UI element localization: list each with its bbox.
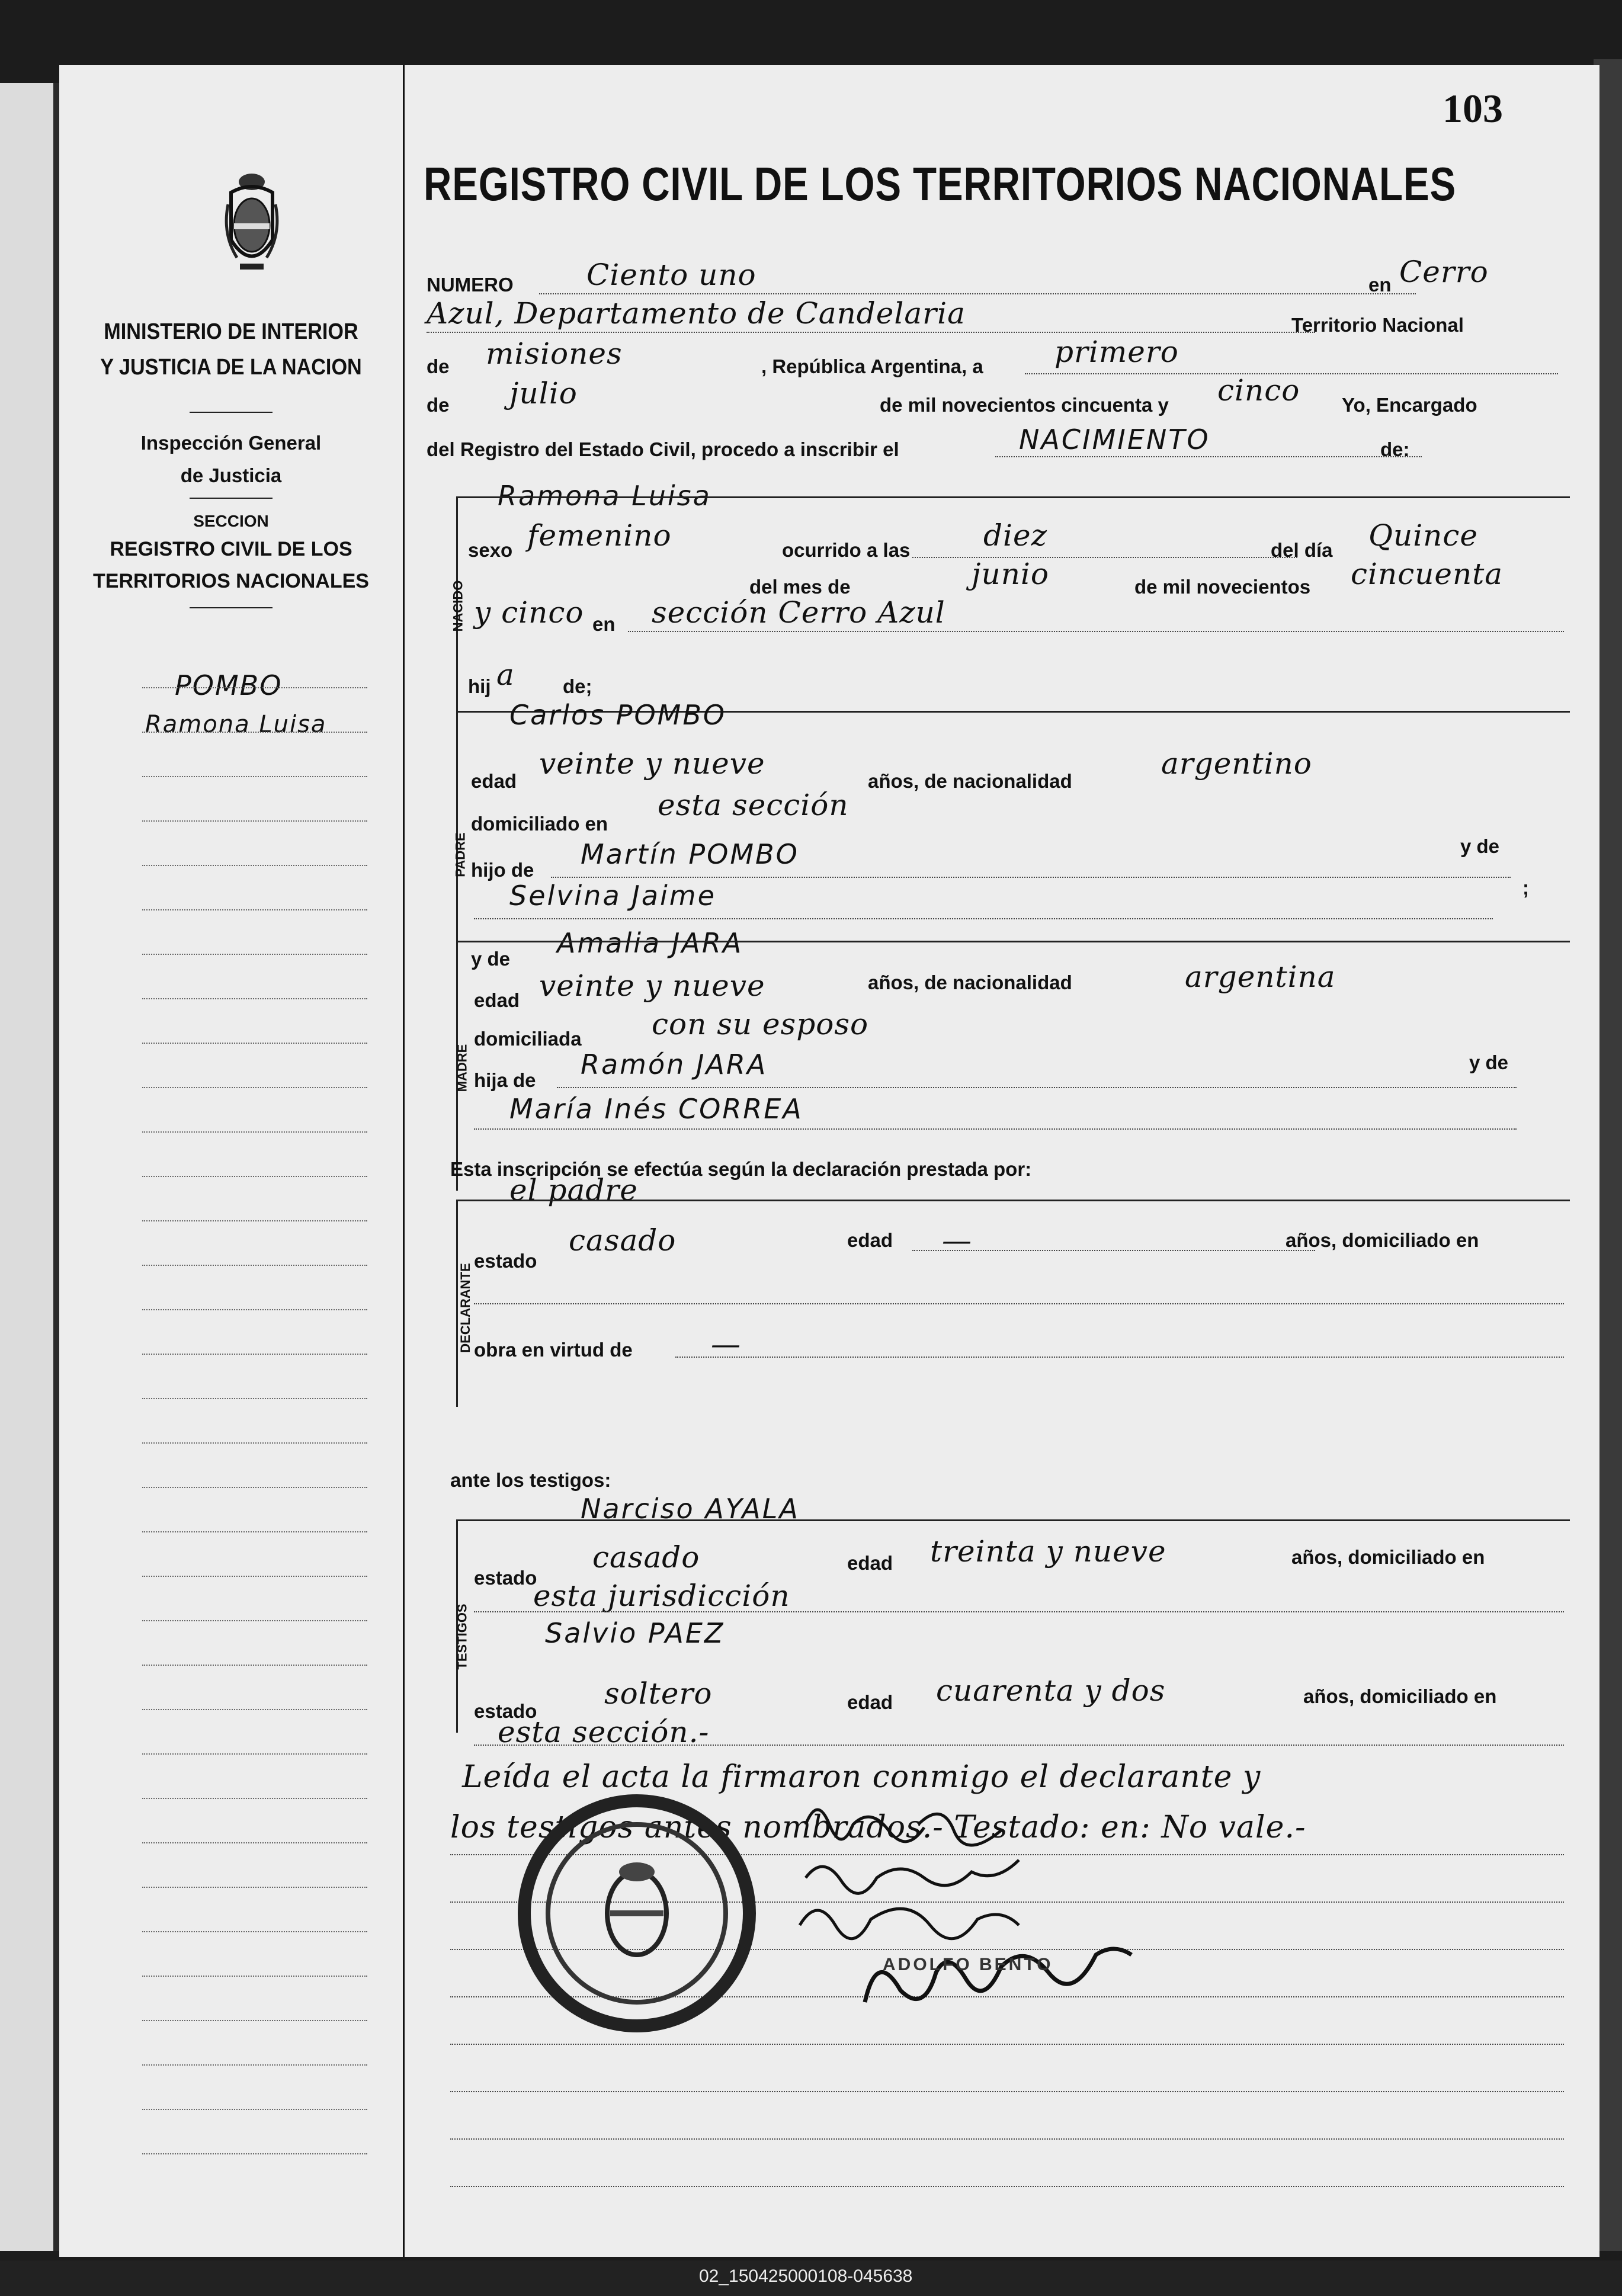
hijo-de-label: hijo de	[471, 859, 534, 881]
margin-ruled-line	[142, 1709, 367, 1710]
side-label-padre: PADRE	[453, 832, 468, 877]
inspection-line-2: de Justicia	[180, 464, 282, 486]
official-seal-icon	[512, 1789, 761, 2038]
testigo1-domicilio: esta jurisdicción	[533, 1579, 790, 1613]
anos-dom-label: años, domiciliado en	[1291, 1546, 1485, 1568]
en-label: en	[592, 613, 616, 635]
estado-label: estado	[474, 1250, 537, 1272]
de-mil-label: de mil novecientos	[1134, 576, 1311, 598]
anos-dom-label: años, domiciliado en	[1286, 1229, 1479, 1251]
margin-ruled-line	[142, 865, 367, 866]
mes-value: junio	[972, 557, 1050, 591]
margin-ruled-line	[142, 1398, 367, 1399]
ministry-line-1: MINISTERIO DE INTERIOR	[104, 319, 358, 344]
fill-line	[474, 1128, 1517, 1130]
edad-label: edad	[847, 1691, 893, 1713]
margin-ruled-line	[142, 954, 367, 955]
anio-value: cincuenta	[1351, 557, 1504, 591]
fill-line	[450, 2138, 1564, 2140]
declarante-edad: —	[942, 1223, 972, 1258]
domiciliada-label: domiciliada	[474, 1028, 582, 1050]
fill-line	[450, 2091, 1564, 2092]
hora-value: diez	[983, 518, 1047, 553]
obra-label: obra en virtud de	[474, 1339, 633, 1361]
fill-line	[551, 877, 1511, 878]
margin-ruled-line	[142, 1576, 367, 1577]
margin-ruled-line	[142, 1620, 367, 1621]
numero-value: Ciento uno	[586, 258, 756, 292]
dia-acta-value: primero	[1054, 335, 1179, 369]
republica-label: , República Argentina, a	[761, 355, 983, 377]
testigo1-nombre: Narciso AYALA	[581, 1493, 800, 1525]
margin-rule	[190, 498, 273, 499]
fill-line	[474, 918, 1493, 919]
hij-label: hij	[468, 675, 491, 697]
del-registro-label: del Registro del Estado Civil, procedo a inscribir el	[427, 438, 899, 460]
margin-ruled-line	[142, 1931, 367, 1932]
form-title: REGISTRO CIVIL DE LOS TERRITORIOS NACIONALES	[424, 158, 1457, 210]
edad-label: edad	[474, 989, 520, 1011]
acto-value: NACIMIENTO	[1019, 424, 1210, 456]
ante-testigos-label: ante los testigos:	[450, 1469, 611, 1491]
margin-ruled-line	[142, 820, 367, 822]
padre-nombre: Carlos POMBO	[509, 699, 727, 731]
margin-ruled-line	[142, 2109, 367, 2110]
ocurrido-label: ocurrido a las	[782, 539, 911, 561]
adjacent-page-edge	[0, 83, 53, 2251]
margin-ruled-line	[142, 1176, 367, 1177]
margin-surname: POMBO	[175, 669, 283, 701]
page-number: 103	[1443, 86, 1503, 131]
padre-edad: veinte y nueve	[539, 746, 765, 781]
margin-ruled-lines	[142, 687, 367, 2204]
domiciliado-label: domiciliado en	[471, 813, 608, 835]
margin-ruled-line	[142, 1442, 367, 1444]
declarante-value: el padre	[509, 1173, 638, 1207]
section-label: SECCION	[193, 512, 269, 530]
semicolon: ;	[1522, 877, 1529, 899]
territorio-label: Territorio Nacional	[1291, 314, 1464, 336]
fill-line	[628, 631, 1564, 632]
margin-ruled-line	[142, 1487, 367, 1488]
testigo2-domicilio: esta sección.-	[498, 1715, 710, 1749]
de-label: de	[427, 394, 450, 416]
fill-line	[675, 1357, 1564, 1358]
margin-ruled-line	[142, 1131, 367, 1133]
madre-hija-de: Ramón JARA	[581, 1048, 768, 1080]
edad-label: edad	[471, 770, 517, 792]
margin-ruled-line	[142, 998, 367, 999]
margin-ruled-line	[142, 1265, 367, 1266]
margin-ruled-line	[142, 1087, 367, 1088]
inscripcion-label: Esta inscripción se efectúa según la declaración prestada por:	[450, 1158, 1032, 1180]
obra-value: —	[711, 1327, 741, 1361]
side-label-declarante: DECLARANTE	[457, 1263, 473, 1353]
y-de-label: y de	[1469, 1051, 1509, 1073]
de-label: de	[427, 355, 450, 377]
section-name	[59, 533, 403, 597]
margin-ruled-line	[142, 1665, 367, 1666]
fill-line	[474, 1745, 1564, 1746]
margin-ruled-line	[142, 1753, 367, 1755]
margin-ruled-line	[142, 2020, 367, 2021]
fill-line	[912, 1250, 1315, 1251]
ministry-line-2: Y JUSTICIA DE LA NACION	[100, 355, 362, 380]
signatures-drawing	[741, 1789, 1333, 2050]
fill-line	[912, 557, 1297, 558]
testigo1-edad: treinta y nueve	[930, 1534, 1166, 1569]
de-colon-label: de:	[1380, 438, 1410, 460]
margin-ruled-line	[142, 1887, 367, 1888]
de-mil-label: de mil novecientos cincuenta y	[880, 394, 1169, 416]
name-rule	[456, 496, 1570, 498]
y-de-madre-label: y de	[471, 948, 511, 970]
margin-ruled-line	[142, 1531, 367, 1532]
testigo1-estado: casado	[592, 1540, 700, 1575]
anio-acta-value: cinco	[1217, 373, 1300, 408]
margin-ruled-line	[142, 1043, 367, 1044]
fill-line	[427, 332, 1315, 333]
madre-nombre: Amalia JARA	[557, 927, 743, 959]
y-de-label: y de	[1460, 835, 1500, 857]
margin-ruled-line	[142, 1309, 367, 1310]
estado-label: estado	[474, 1700, 537, 1722]
fill-line	[450, 2186, 1564, 2187]
estado-label: estado	[474, 1567, 537, 1589]
fill-line	[474, 1303, 1564, 1304]
closing-line-2: los testigos antes nombrados.- Testado: en: No vale.-	[450, 1810, 1306, 1845]
margin-column	[59, 65, 405, 2257]
margin-ruled-line	[142, 1842, 367, 1843]
de-semicolon-label: de;	[563, 675, 592, 697]
margin-given-name: Ramona Luisa	[145, 711, 327, 738]
fill-line	[557, 1087, 1517, 1088]
fill-line	[539, 293, 1416, 294]
testigo2-estado: soltero	[604, 1676, 713, 1711]
territorio-value: misiones	[486, 336, 623, 371]
margin-rule	[190, 412, 273, 413]
yo-encargado-label: Yo, Encargado	[1342, 394, 1477, 416]
closing-line-1: Leída el acta la firmaron conmigo el declarante y	[462, 1759, 1261, 1795]
hija-de-label: hija de	[474, 1069, 536, 1091]
madre-domicilio: con su esposo	[652, 1007, 869, 1041]
sexo-value: femenino	[527, 518, 672, 553]
en-label: en	[1368, 274, 1392, 296]
hij-suffix: a	[496, 658, 515, 692]
margin-ruled-line	[142, 1976, 367, 1977]
padre-y-de: Selvina Jaime	[509, 880, 716, 912]
signature-stamp-name: ADOLFO BENTO	[883, 1955, 1053, 1974]
anio-cont-value: y cinco	[474, 595, 584, 630]
fill-line	[474, 1611, 1564, 1612]
del-dia-label: del día	[1271, 539, 1333, 561]
testigos-rule	[456, 1519, 1570, 1521]
testigo2-nombre: Salvio PAEZ	[545, 1617, 725, 1649]
numero-label: NUMERO	[427, 274, 514, 296]
padre-hijo-de: Martín POMBO	[581, 838, 799, 870]
section-name-line-2: TERRITORIOS NACIONALES	[93, 570, 369, 592]
localidad-value: Azul, Departamento de Candelaria	[427, 296, 966, 331]
padre-nacionalidad: argentino	[1161, 746, 1312, 781]
coat-of-arms-icon	[219, 169, 284, 278]
margin-ruled-line	[142, 909, 367, 910]
testigo2-edad: cuarenta y dos	[936, 1673, 1166, 1708]
lugar-value: sección Cerro Azul	[652, 595, 945, 630]
del-mes-label: del mes de	[749, 576, 851, 598]
register-page	[59, 65, 1599, 2257]
side-label-madre: MADRE	[454, 1044, 470, 1092]
en-value: Cerro	[1399, 255, 1489, 289]
margin-ruled-line	[142, 1220, 367, 1221]
edad-label: edad	[847, 1229, 893, 1251]
margin-ruled-line	[142, 776, 367, 777]
fill-line	[995, 456, 1422, 457]
madre-nacionalidad: argentina	[1185, 960, 1336, 994]
section-name-line-1: REGISTRO CIVIL DE LOS	[110, 538, 352, 560]
sexo-label: sexo	[468, 539, 513, 561]
padre-domicilio: esta sección	[658, 788, 849, 822]
image-id-caption: 02_150425000108-045638	[699, 2266, 913, 2286]
mes-acta-value: julio	[509, 376, 578, 411]
margin-ruled-line	[142, 687, 367, 688]
anos-nac-label: años, de nacionalidad	[868, 770, 1072, 792]
side-label-nacido: NACIDO	[450, 580, 466, 632]
declarante-estado: casado	[569, 1223, 677, 1258]
inspection-line-1: Inspección General	[140, 432, 322, 454]
ministry-heading	[76, 314, 386, 385]
inspection-heading	[59, 427, 403, 492]
side-label-testigos: TESTIGOS	[454, 1604, 470, 1670]
madre-rule	[456, 941, 1570, 942]
margin-ruled-line	[142, 2153, 367, 2154]
margin-ruled-line	[142, 2064, 367, 2066]
margin-rule	[190, 607, 273, 608]
nacido-nombre: Ramona Luisa	[498, 480, 711, 512]
margin-ruled-line	[142, 1798, 367, 1799]
madre-edad: veinte y nueve	[539, 969, 765, 1003]
madre-y-de: María Inés CORREA	[509, 1093, 803, 1125]
edad-label: edad	[847, 1552, 893, 1574]
margin-ruled-line	[142, 732, 367, 733]
dia-value: Quince	[1368, 518, 1478, 553]
anos-nac-label: años, de nacionalidad	[868, 971, 1072, 993]
anos-dom-label: años, domiciliado en	[1303, 1685, 1497, 1707]
margin-ruled-line	[142, 1354, 367, 1355]
declarante-rule	[456, 1200, 1570, 1201]
